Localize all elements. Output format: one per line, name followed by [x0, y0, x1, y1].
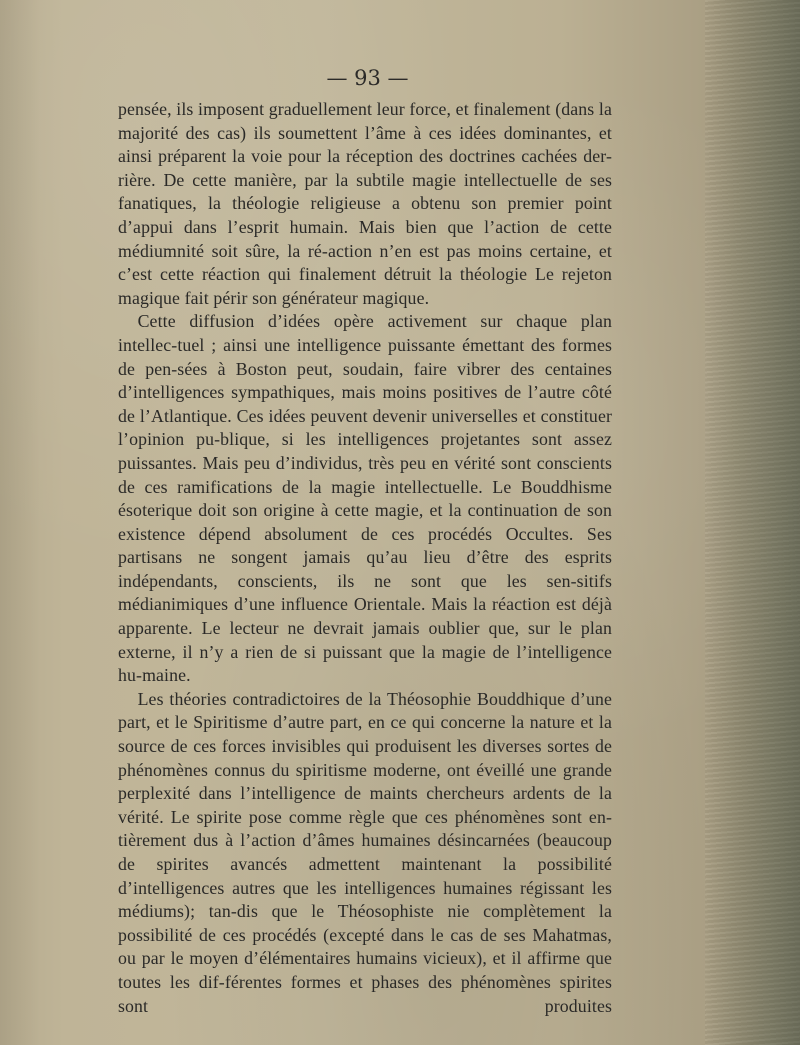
page-number: — 93 —	[326, 66, 409, 90]
paragraph-1: pensée, ils imposent graduellement leur force, et finalement (dans la majorité des cas) ils soumettent l’âme à ces idées dominantes, et ainsi préparent la voie pour la réception des doctrines cachées der-rière. De cette manière, par la subtile magie intellectuelle de ses fanatiques, la théologie religieuse a obtenu son premier point d’appui dans l’esprit humain. Mais bien que l’action de cette médiumnité soit sûre, la ré-action n’en est pas moins certaine, et c’est cette réaction qui finalement détruit la théologie Le rejeton magique fait périr son générateur magique.	[118, 99, 612, 308]
paragraph-3: Les théories contradictoires de la Théosophie Bouddhique d’une part, et le Spiritisme d’autre part, en ce qui concerne la nature et la source de ces forces invisibles qui produisent les diverses sortes de phénomènes connus du spiritisme moderne, ont éveillé une grande perplexité dans l’intelligence de maints chercheurs ardents de la vérité. Le spirite pose comme règle que ces phénomènes sont en-tièrement dus à l’action d’âmes humaines désincarnées (beaucoup de spirites avancés admettent maintenant la possibilité d’intelligences autres que les intelligences humaines régissant les médiums); tan-dis que le Théosophiste nie complètement la possibilité de ces procédés (excepté dans le cas de ses Mahatmas, ou par le moyen d’élémentaires humains vicieux), et il affirme que toutes les dif-férentes formes et phases des phénomènes spirites sont produites	[118, 688, 612, 1016]
page-edge-wear-right	[705, 0, 800, 1045]
body-text	[118, 98, 612, 1018]
paragraph-2: Cette diffusion d’idées opère activement sur chaque plan intellec-tuel ; ainsi une intelligence puissante émettant des formes de pen-sées à Boston peut, soudain, faire vibrer des centaines d’intelligences sympathiques, mais moins positives de l’autre côté de l’Atlantique. Ces idées peuvent devenir universelles et constituer l’opinion pu-blique, si les intelligences projetantes sont assez puissantes. Mais peu d’individus, très peu en vérité sont conscients de ces ramifications de la magie intellectuelle. Le Bouddhisme ésoterique doit son origine à cette magie, et la continuation de son existence dépend absolument de ces procédés Occultes. Ses partisans ne songent jamais qu’au lieu d’être des esprits indépendants, conscients, ils ne sont que les sen-sitifs médianimiques d’une influence Orientale. Mais la réaction est déjà apparente. Le lecteur ne devrait jamais oublier que, sur le plan externe, il n’y a rien de si puissant que la magie de l’intelligence hu-maine.	[118, 311, 612, 686]
page-edge-shadow-left	[0, 0, 40, 1045]
